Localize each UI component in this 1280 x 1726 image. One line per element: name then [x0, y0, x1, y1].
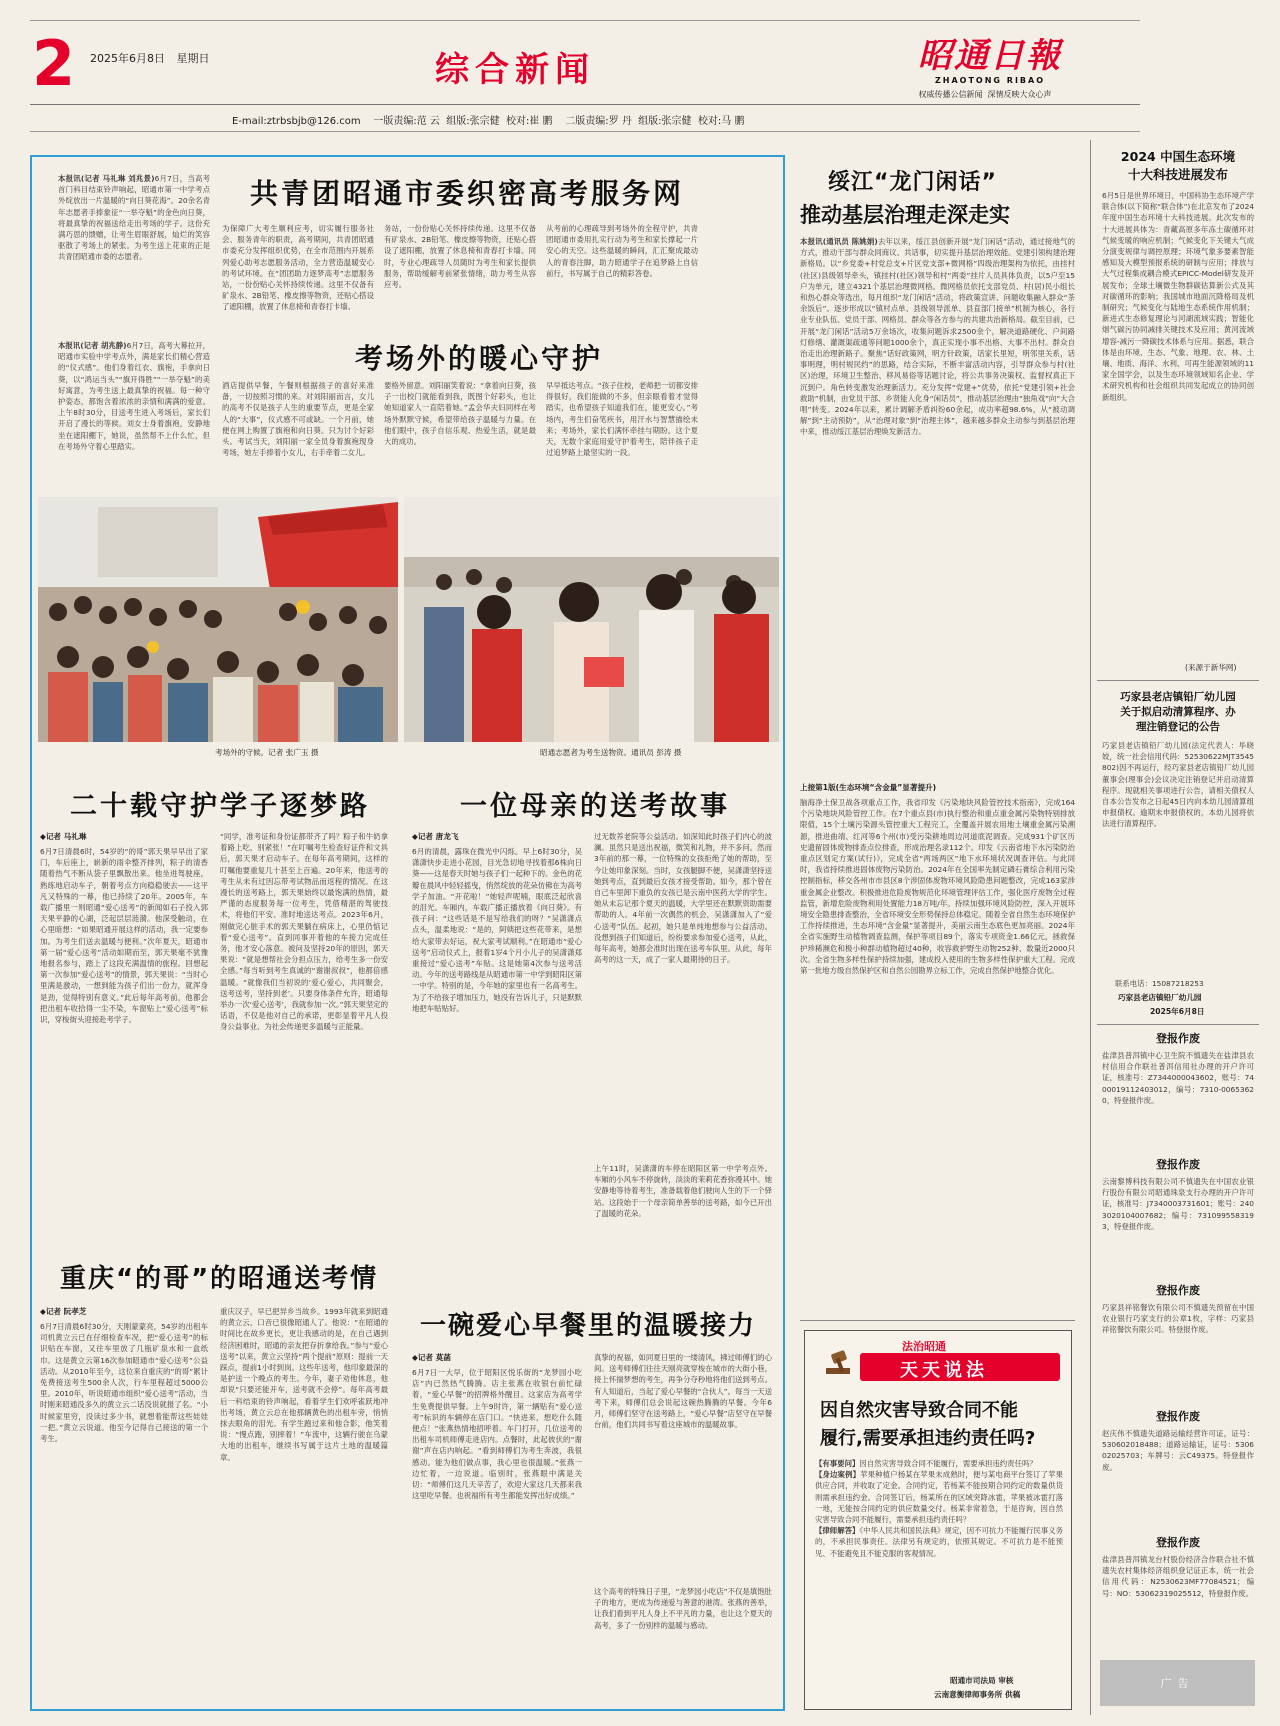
- tech-body: 6月5日是世界环境日，中国科协生态环境产学联合体(以下简称“联合体”)在北京发布了2024年度中国生态环境十大科技进展。此次发布的十大进展具体为：青藏高原多年冻土碳循环对气候变暖的响应机制；气候变化下关键大气成分演变规律与调控原理；环境气象多要素智能感知及大模型预报系统的研制与应用；排放与大气过程集成耦合模式EPICC-Model研发及开展发布；全球土壤微生物群碳估算新公式及其对碳循环的影响；我国城市地面沉降格局及机制研究；气候变化与陆地生态系统作用机制；新进式生态修复理论与河湖流域实践；智能化烟气碳污协同减排关键技术及应用；黄河流域增容-减污一降碳技术体系与应用。据悉，联合体是由环境、生态、气象、地理、农、林、土壤、地质、海洋、水利、可再生能源领域的11家全国学会，以及生态环境领域知名企业、学术研究机构和社会组织共同发起成立的协同创新组织。: [1102, 191, 1254, 402]
- chongqing-headline: 重庆“的哥”的昭通送考情: [60, 1264, 379, 1294]
- main-col-4: 从考前的心理疏导到考场外的全程守护，共青团昭通市委用扎实行动为考生和家长撑起一片安心的天空。这些温暖的瞬间，汇汇聚成最动人的青春注脚，助力昭通学子在追梦路上自信前行，书写属于自己的精彩答卷。: [546, 224, 698, 278]
- guard-col-2: “同学，准考证和身份证都带齐了吗？粽子和牛奶拿着路上吃，别紧张！”在叮嘱考生检查好证件和文具后，郭天果才启动车子。在每年高考期间，这样的叮嘱他要重复几十甚至上百遍。20年来，他送考的考生从未有过因忘带考试物品而返程的情况。在这漫长的送考路上，郭天果始终以最饱满的热情，最严谨的态度服务每一位考生，凭借精湛的驾驶技术，将他们平安、准时地送达考点。2023年6月，刚做完心脏手术的郭天果躺在病床上，心里仍惦记着“爱心送考”。直到同事开着他的车接力完成任务，他才安心落意。被问及坚持20年的原因，郭天果说：“就是想帮社会分担点压力，给考生多一份安全感。”每当听到考生真诚的“谢谢叔叔”，他都倍感温暖。“就像我们当初说的‘爱心爱心，共同聚会，送考送考，坚持到老’。只要身体条件允许，昭通每举办一次‘爱心送考’，我就参加一次。”郭天果坚定的话语，不仅是他对自己的承诺，更彰显着平凡人投身公益事业、为社会传递更多温暖与正能量。: [220, 832, 388, 1032]
- photo-volunteers: [404, 497, 779, 742]
- law-banner: [860, 1353, 1060, 1381]
- main-col-3: 务站，一份份贴心关怀持续传递。这里不仅备有矿泉水、2B铅笔、橡皮擦等物资，还贴心搭设了遮阳棚，放置了休息椅和青春打卡墙。同时，专业心理疏导人员随时为考生和家长提供服务，帮助缓解考前紧张情绪，助力考生从容应考。: [384, 224, 536, 290]
- mother-headline: 一位母亲的送考故事: [460, 791, 730, 822]
- mother-col-2: 过无数养老院等公益活动。如深知此时孩子们内心的波澜。虽然只是送出祝福，微笑和礼物，并不多问。然而3年前的那一幕，一位特殊的女孩拒绝了她的帮助，至今让她印象深刻。当时，女孩腿脚不便，吴潇潇坚持送她到考点，直到最后女孩才接受帮助。如今，那个曾在自己车里卸下重负的女孩已是云南中医药大学的学生。她从未忘记那个夏天的温暖，大学里还在默默资助需要帮助的人。4年前一次偶然的机会，吴潇潇加入了“爱心送考”队伍。起初，她只是单纯地想参与公益活动。没想到孩子们知道后，纷纷要求参加爱心送考，从此，每年高考，她都会准时出现在送考车队里。从此，每年高考的这一天，成了一家人最期待的日子。: [594, 832, 772, 965]
- loss-notice-title: 登报作废: [1156, 1158, 1200, 1171]
- law-q-label: 【有事要问】: [815, 1459, 860, 1468]
- suijiang-body: [800, 236, 1075, 776]
- loss-notice-title: 登报作废: [1156, 1410, 1200, 1423]
- main-headline: 共青团昭通市委织密高考服务网: [250, 177, 685, 210]
- photo-left-caption: 考场外的守候。记者 张广玉 摄: [215, 748, 319, 757]
- notice-headline-1: 巧家县老店镇铅厂幼儿园: [1120, 691, 1236, 703]
- ad-box: [1100, 1660, 1255, 1706]
- issue-date: [90, 50, 210, 66]
- law-answer: 《中华人民共和国民法典》规定，因不可抗力不能履行民事义务的，不承担民事责任。法律另有规定的，依照其规定。不可抗力是不能预见、不能避免且不能克服的客观情况。: [815, 1526, 1063, 1558]
- main-lead: [58, 173, 210, 323]
- notice-date: 2025年6月8日: [1150, 1007, 1205, 1016]
- notice-rule: [1097, 680, 1259, 681]
- ad-label: 广告: [1160, 1677, 1195, 1690]
- main-col-2: 为保障广大考生顺利应考，切实履行服务社会、服务青年的职责，高考期间，共青团昭通市委充分发挥组织优势，在全市范围内开展系列爱心助考志愿服务活动，全力营造温暖安心的考试环境。在“团团助力逐梦高考”志愿服务站，一份份贴心关怀持续传递。这里不仅备有矿泉水、2B铅笔、橡皮擦等物资，还贴心搭设了遮阳棚，放置了休息椅和青春打卡墙。: [222, 224, 374, 312]
- breakfast-byline: ◆记者 莫菡: [412, 1353, 451, 1362]
- guard-col-1: 6月7日清晨6时，54岁的“的哥”郭天果早早出了家门，车后座上，崭新的雨伞整齐排列，粽子的清香随着热气不断从袋子里飘散出来。他坐进驾驶座，熟练地启动车子，朝着考点方向稳稳驶去——这平凡又特殊的一幕，他已持续了20年。2005年，车载广播里一则昭通“爱心送考”的新闻如石子投入郭天果平静的心湖，泛起层层涟漪。他深受触动，在心里暗想：“如果昭通开展这样的活动，我一定要参加。为考生们送去温暖与便利。”次年夏天，昭通市第一届“爱心送考”活动如期而至，郭天果毫不犹豫地报名参与，踏上了这段充满温情的旅程。回想起第一次参加“爱心送考”的情景，郭天果说：“当时心里满是激动，一想到能为孩子们出一份力，就浑身是劲，觉得特别有意义。”此后每年高考前，他都会把出租车收拾得一尘不染，车窗贴上“爱心送考”标识，穿梭街头迎接赴考学子。: [40, 847, 208, 1025]
- suijiang-headline-2: 推动基层治理走深走实: [800, 203, 1010, 227]
- photo-parents-svg: [38, 497, 398, 742]
- notice-body: 巧家县老店镇铅厂幼儿园(法定代表人：毕晓姣，统一社会信用代码：52530622MJT3545802)因不再运行，经巧家县老店镇铅厂幼儿园董事会(理事会)会议决定注销登记并启动清算程序。现就相关事项进行公告，请相关债权人自本公告发布之日起45日内向本幼儿园清算组申报债权。逾期未申报债权的，本幼儿园将依法进行清算程序。: [1102, 741, 1254, 829]
- law-case: 苹果种植户杨某在苹果未成熟时，便与某电商平台签订了苹果供应合同，并收取了定金。合同约定，若杨某不能按期合同约定的数量供货则需承担违约金。合同签订后，杨某所在的区域突降冰雹，苹果被冰雹打落一地，无能按合同约定的供应数量交付。杨某非常着急，于是咨询，因自然灾害导致合同不能履行，需要承担违约责任吗？: [815, 1470, 1063, 1525]
- mother-byline: ◆记者 唐龙飞: [412, 832, 459, 841]
- paper-logo: 昭通日報: [918, 36, 1062, 76]
- header-rule: [30, 104, 1140, 105]
- suijiang-headline-1: 绥江“龙门闲话”: [828, 170, 997, 195]
- notice-headline-3: 理注销登记的公告: [1136, 721, 1220, 733]
- weekday-text: 星期日: [176, 52, 210, 65]
- mother-col-3: 上午11时，吴潇潇的车停在昭阳区第一中学考点外。车厢的小风车不停旋转，淡淡的茉莉花香弥漫其中。她安静地等待着考生，准备载着他们驶向人生的下一个驿站。这段始于一个母亲简单善举的送考路，如今已开出了温暖的花朵。: [594, 1164, 772, 1218]
- guard-byline: ◆记者 马礼琳: [40, 832, 87, 841]
- loss-notice-title: 登报作废: [1156, 1284, 1200, 1297]
- breakfast-col-2: 真挚的祝福，如同夏日里的一缕清风，拂过师傅们的心间。送考师傅们往往天刚亮就穿梭在城市的大街小巷，接上怀揣梦想的考生，再争分夺秒地将他们送到考点。有人知道后，当起了爱心早餐的“合伙人”。每当一天送考下来，师傅们总会说起这碗热腾腾的早餐。今年6月，师傅们坚守在送考路上，“爱心早餐”店坚守在早餐台前，他们共同书写着这座城市的温暖故事。: [594, 1353, 772, 1430]
- law-signer-1: 昭通市司法局 审核: [950, 1676, 1014, 1685]
- loss-notice-title: 登报作废: [1156, 1536, 1200, 1549]
- gavel-icon-svg: [820, 1346, 856, 1382]
- law-headline-2: 履行,需要承担违约责任吗?: [820, 1428, 1036, 1449]
- header-rule-2: [30, 131, 1140, 132]
- photo-right-caption: 昭通志愿者为考生送物资。通讯员 彭涛 摄: [540, 748, 682, 757]
- warm-col-3: 要格外留意。刘阳丽笑着说：“拿着向日葵，孩子一出校门就能看到我，既图个好彩头，也让她知道家人一直陪着她。”孟会华夫妇同样在考场外默默守候，希望带给孩子温暖与力量。在他们眼中，孩子自信乐观、热爱生活，就是最大的成功。: [384, 381, 536, 447]
- tech-headline-1: 2024 中国生态环境: [1120, 149, 1236, 164]
- notice-headline-2: 关于拟启动清算程序、办: [1120, 706, 1236, 718]
- chongqing-col-2: 重庆汉子，早已把异乡当故乡。1993年就来到昭通的黄立云，口音已很像昭通人了。他说：“在昭通的时间比在故乡更长，更让我感动的是，在自己遇到经济困难时，昭通的亲友把存折拿给我。”参与“爱心送考”以来，黄立云坚持“两个提前”原则：提前一天踩点，提前1小时到岗。这些年送考，他印象最深的是护送一个晚点的考生。今年，妻子劝他休息，他却说“只要还能开车，送考就不会停”。每年高考最后一科结束的铃声响起，看着学生们欢呼雀跃地冲出考场，黄立云总在他那辆黄色的出租车旁，悄悄抹去眼角的泪光。有学生跑过来和他合影，他笑着说：“慢点跑，别摔着！”车流中，这辆行驶在乌蒙大地的出租车，继续书写属于这片土地的温暖篇章。: [220, 1307, 388, 1462]
- main-lead-text: 6月7日，当高考首门科目结束铃声响起，昭通市第一中学考点外绽放出一片温暖的“向日葵花海”。20余名青年志愿者手捧象征“一举夺魁”的金色向日葵，将最真挚的祝福送给走出考场的学子。这份充满巧思的馈赠，让考生眉眼舒展，灿烂的笑容驱散了考场上的紧张。为考生送上花束的正是共青团昭通市委的志愿者。: [58, 174, 210, 262]
- breakfast-col-3: 这个高考的特殊日子里，“龙梦园小吃店”不仅是填饱肚子的地方，更成为传递爱与善意的港湾。张燕的善举，让我们看到平凡人身上不平凡的力量，也让这个夏天的高考，多了一份别样的温暖与感动。: [594, 1587, 772, 1630]
- continuation-title: 上接第1版(生态环境“含金量”显著提升): [800, 783, 937, 792]
- section-title: 综合新闻: [435, 50, 595, 90]
- editors-line: E-mail:ztrbsbjb@126.com 一版责编:范 云 组版:张宗健 校对:崔 鹏 二版责编:罗 丹 组版:张宗健 校对:马 鹏: [232, 116, 745, 127]
- warm-lead-text: 6月7日，高考大幕拉开，昭通市实验中学考点外，满是家长们精心营造的“仪式感”。他们身着红衣、旗袍，手拿向日葵，以“鸿运当头”“旗开得胜”“一举夺魁”的美好寓意，为考生送上最真挚的祝福。每一种守护姿态，都饱含着浓浓的亲情和满满的爱意。上午8时30分，目送考生进入考场后，家长们开启了漫长的等候。刘女士身着旗袍，安静地坐在遮阳棚下，她说，虽然帮不上什么忙，但在考场外守着心里踏实。: [58, 341, 210, 451]
- photo-volunteers-svg: [404, 497, 779, 742]
- loss-notice-text: 盐津县普洱镇中心卫生院不慎遗失在盐津县农村信用合作联社普洱信用社办理的开户许可证，核准号：Z7344000043602，账号：7400019112403012，编号：7310-00653620，特登报作废。: [1102, 1051, 1254, 1105]
- chongqing-col-1: 6月7日清晨6时30分，天刚蒙蒙亮，54岁的出租车司机黄立云已在仔细检查车况，把“爱心送考”的标识贴在车窗，又往车里放了几瓶矿泉水和一盒纸巾。这是黄立云第16次参加昭通市“爱心送考”公益活动。从2010年至今，这位来自重庆的“的哥”累计免费接送考生500余人次，行车里程超过5000公里。2010年，听说昭通市组织“爱心送考”活动，当时刚来昭通没多久的黄立云二话没说就报了名。“小时候家里穷，没读过多少书，就想着能帮这些娃娃一把。”黄立云说道。他至今记得自己接送的第一个考生。: [40, 1322, 208, 1444]
- warm-headline: 考场外的暖心守护: [355, 342, 604, 375]
- law-answer-label: 【律师解答】: [815, 1526, 860, 1536]
- sidebar-divider: [1090, 140, 1091, 1715]
- loss-notice-title: 登报作废: [1156, 1032, 1200, 1045]
- law-body: [815, 1458, 1063, 1666]
- loss-notice-text: 云南黎博科技有限公司不慎遗失在中国农业银行股份有限公司昭通珠泉支行办理的开户许可证，核准号：J7340003731601；账号：2403020104007682；编号：7310995583193，特登报作废。: [1102, 1177, 1254, 1231]
- warm-col-2: 酒店提供早餐，午餐则根据孩子的喜好来准备，一切按照习惯的来。对刘阳丽而言，女儿的高考不仅是孩子人生的重要节点，更是全家人的“大事”，仪式感不可或缺。一个月前，她便在网上购置了旗袍和向日葵。只为讨个好彩头。考试当天，刘阳丽一家全员身着旗袍现身考场，她左手捧着小女儿，右手牵着二女儿。: [222, 381, 374, 458]
- law-banner-text: 天天说法: [900, 1360, 988, 1381]
- tech-source: (来源于新华网): [1185, 663, 1237, 672]
- loss-notice-text: 盐津县普洱镇龙台村股份经济合作联合社不慎遗失农村集体经济组织登记证正本，统一社会信用代码：N2530623MF77084521；编号：NO：53062319025512，特登报作废。: [1102, 1555, 1254, 1598]
- continuation-body: 脑海净土保卫战各项重点工作，我省印发《污染地块风险管控技术指南》，完成164个污染地块风险管控工作。在7个重点县(市)执行整治和重点重金属污染物特别排放限值，15个土壤污染源头管控重大工程完工，全覆盖开展农用地土壤重金属污染溯源，推进曲靖、红河等6个州(市)受污染耕地周边河道底泥调查。完成931个矿区历史遗留固体废物排查点位排查，形成治理名录112个。印发《云南省地下水污染防治重点区划定方案(试行)》，完成全省“两场两区”地下水环境状况调查评估。与此同时，我省持续推进固体废物污染防治。2024年在全国率先制定磷石膏综合利用污染控制指标，移交各州市市县区8个涉固体废物环境风险隐患问题整改，完成163家涉重金属企业整改。积极推进危险废物规范化环境管理评估工作，强化医疗废物全过程监管，新增危险废物利用处置能力18万吨/年。持续加强环境风险防控，深入开展环境安全隐患排查整治，全省环境安全形势保持总体稳定。随着全省自然生态环境保护工作持续推进，生态环境“含金量”显著提升，美丽云南生态底色更加亮丽。2024年全省实施野生动植物调查监测，保护等项目89个，落实专项资金1.66亿元，拯救保护珍稀濒危和极小种群动植物超过40种，收容救护野生动物252种、数量近2000只次。全省生物多样性保护持续加强，建成投入使用的生物多样性保护重大工程。完成第一批地方级自然保护区和自然公园勘界立标工作，完成自然保护地整合优化。: [800, 798, 1075, 976]
- main-lead-byline: 本报讯(记者 马礼琳 刘兆景): [58, 174, 155, 183]
- warm-col-4: 早早抵达考点。“孩子住校，老师把一切都安排得很好，我们能做的不多，但亲眼看着才觉得踏实，也希望孩子知道我们在，能更安心。”考场内，考生们奋笔疾书，用汗水与智慧描绘未来；考场外，家长们满怀牵挂与期盼。这个夏天，无数个家庭用爱守护着考生，陪伴孩子走过追梦路上最坚实的一段。: [546, 381, 698, 458]
- page-number: 2: [32, 27, 76, 100]
- breakfast-headline: 一碗爱心早餐里的温暖接力: [420, 1311, 757, 1341]
- warm-lead: [58, 340, 210, 488]
- law-signer-2: 云南意衡律师事务所 供稿: [934, 1690, 1021, 1699]
- loss-notice-text: 巧家县祥铭餐饮有限公司不慎遗失预留在中国农业银行巧家支行的公章1枚，字样：巧家县祥铭餐饮有限公司。特登报作废。: [1102, 1303, 1254, 1335]
- law-tag: 法治昭通: [902, 1340, 946, 1353]
- tech-headline-2: 十大科技进展发布: [1127, 167, 1228, 182]
- law-headline-1: 因自然灾害导致合同不能: [820, 1400, 1018, 1421]
- law-case-label: 【身边案例】: [815, 1470, 861, 1480]
- guard-headline: 二十载守护学子逐梦路: [70, 791, 370, 822]
- notice-contact: 联系电话：15087218253: [1115, 979, 1204, 988]
- notice-signer: 巧家县老店镇铅厂幼儿园: [1118, 993, 1202, 1002]
- suijiang-text: 去年以来，绥江县创新开展“龙门闲话”活动，通过接地气的方式，推动干部与群众同商议、共话事，切实提升基层治理效能。党建引领构建治理新格局。以“乡党委+村党总支+片区党支部+微网格”四级治理架构为依托，由挂村(社区)县级领导牵头，镇挂村(社区)领导和村“两委”挂片人员具体负责，以5户至15户为单元，建立4321个基层治理微网格。微网格员依托支部党员、村(居)民小组长和热心群众等选出，每月组织“龙门闲话”活动，将政策宣讲、问题收集融入群众“茶余饭后”。逐步形成以“镇村点单、县级领导派单、县直部门接单”机制为核心，各行业专业队伍、党员干部、网格员、群众等各方参与的共建共治新格局。截至目前，已开展“龙门闲话”活动5万余场次，收集问题诉求2500余个，解决道路硬化、户间路灯修缮、灌溉渠疏通等问题1000余个，真正实现小事不出格、大事不出村。群众自治走出治理新路子。聚焦“话好政策网，明方针政策，话家长里短，明邻里关系，话事明理，明村规民约”的思路，结合实际，不断丰富活动内容，引导群众参与村(社区)治理，环境卫生整治、移风易俗等话题讨论，将公共事务决策权、监督权真正下沉到户。角色转变激发治理新活力。充分发挥“党建+”优势，依托“党建引领+社会救助”机制，由党员干部、乡贤能人化身“闲话员”，推动基层治理由“独角戏”向“大合唱”转变。2024年以来，累计调解矛盾纠纷60余起，成功率超98.6%，从“被动调解”到“主动预防”，从“治理对象”到“治理主体”，越来越多群众主动参与到基层治理中来，推动绥江基层治理焕发新活力。: [800, 237, 1075, 437]
- law-q: 因自然灾害导致合同不能履行，需要承担违约责任吗？: [859, 1459, 1037, 1468]
- law-rule: [800, 1320, 1075, 1321]
- paper-pinyin: ZHAOTONG RIBAO: [934, 76, 1046, 85]
- loss-notice-text: 赵庆伟不慎遗失道路运输经营许可证，证号：530602018488；道路运输证，证号：530602025703；车牌号：云C49375。特登报作废。: [1102, 1429, 1254, 1472]
- mother-col-1: 6月的清晨，露珠在微光中闪烁。早上6时30分，吴潇潇快步走进小花园，目光急切地寻找着那6株向日葵——这是春天时她与孩子们一起种下的。金色的花瓣在晨风中轻轻摇曳，悄然绽放的花朵仿佛在为高考学子加油。“开花啦！”她轻声呢喃，眼底泛起欣喜的泪光。车厢内，车载广播正播放着《向日葵》。有孩子问：“这些话是不是写给我们的呀？”吴潇潇点点头，温柔地说：“是的，阿姨把这些花带来，是想给大家带去好运，祝大家考试顺利。”在昭通市“爱心送考”启动仪式上，报着1岁4个月小儿子的吴潇潇郑重接过“爱心送考”车贴。这是她第4次参与送考活动。今年的送考路线是从昭通市第一中学到昭阳区第一中学。特别的是，今年她的家里也有一名高考生。为了不给孩子增加压力，她没有告诉儿子，只是默默地把车贴贴好。: [412, 847, 582, 1013]
- suijiang-lead-byline: 本报讯(通讯员 陈姚娟): [800, 237, 878, 246]
- law-gavel-icon: [820, 1346, 856, 1386]
- paper-slogan: 权威传播公信新闻 深情反映大众心声: [918, 90, 1052, 99]
- date-text: 2025年6月8日: [90, 52, 165, 65]
- loss-rule: [1097, 1024, 1259, 1025]
- warm-lead-byline: 本报讯(记者 胡兆静): [58, 341, 127, 350]
- chongqing-byline: ◆记者 阮孝芝: [40, 1307, 87, 1316]
- photo-parents-waiting: [38, 497, 398, 742]
- top-rule: [30, 20, 1140, 21]
- breakfast-col-1: 6月7日一大早，位于昭阳区悦乐街的“龙梦园小吃店”内已然热气腾腾。店主张燕在收银台前忙碌着，“爱心早餐”的招牌格外醒目。这家店为高考学生免费提供早餐。上午9时许，第一辆贴有“爱心送考”标识的车辆停在店门口。“快进来，想吃什么随便点！”张燕热情地招呼着。车门打开，几位送考的出租车司机师傅走进店内。点餐时，此起彼伏的“谢谢”声在店内响起。“看到师傅们为考生奔波，我很感动。能为他们做点事，我心里也很温暖。”张燕一边忙着，一边说道。临别时，张燕眼中满是关切：“师傅们这几天辛苦了，欢迎大家这几天都来我这里吃早餐。也祝福所有考生都能发挥出好成绩。”: [412, 1368, 582, 1501]
